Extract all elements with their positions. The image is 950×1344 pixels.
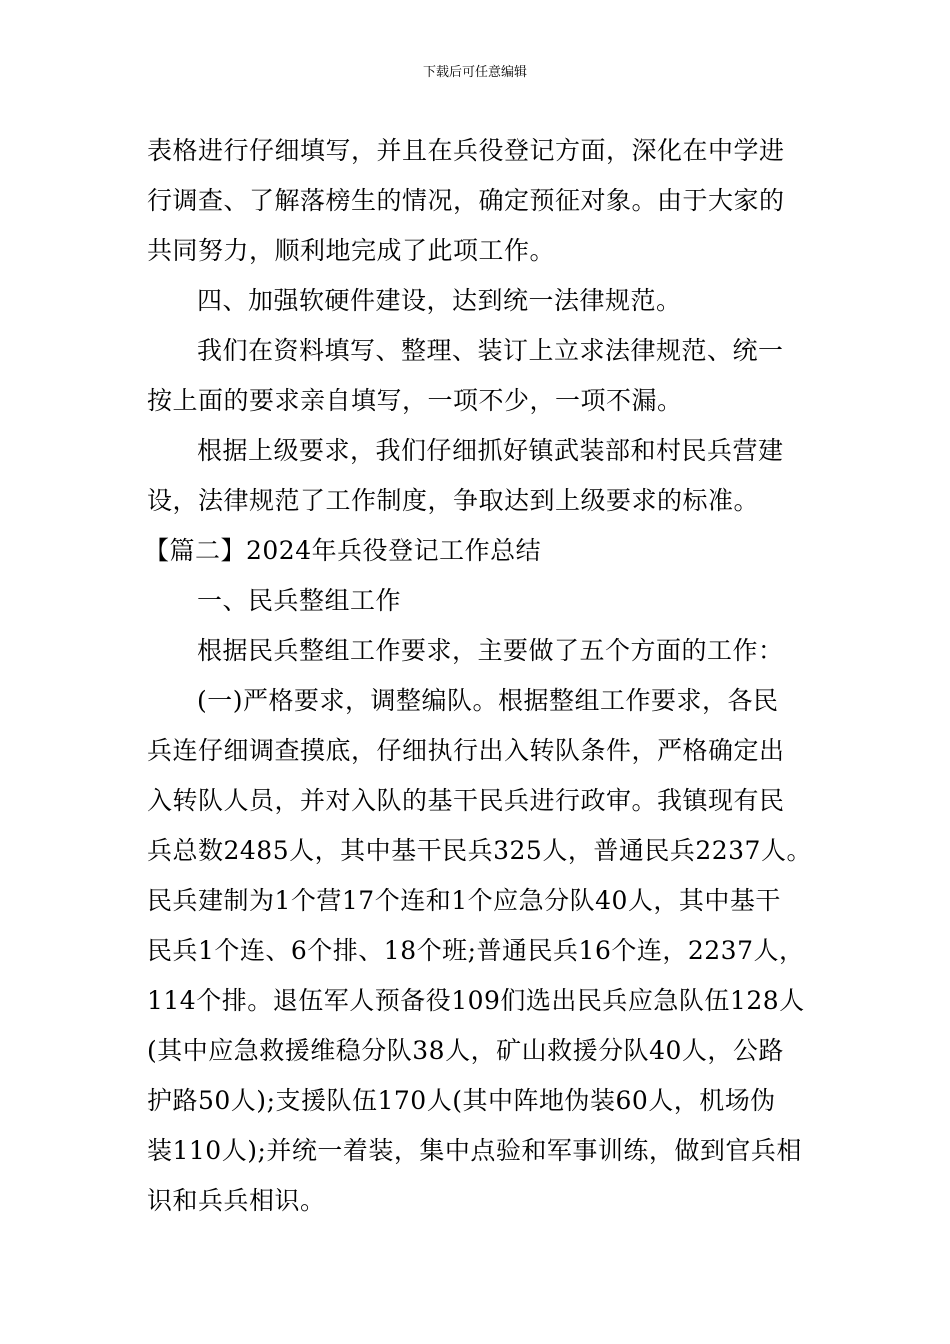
text-line: 兵连仔细调查摸底，仔细执行出入转队条件，严格确定出 — [147, 736, 785, 765]
text-line: 入转队人员，并对入队的基干民兵进行政审。我镇现有民 — [147, 786, 785, 815]
section-heading: 一、民兵整组工作 — [197, 586, 402, 615]
text-line: (其中应急救援维稳分队38人，矿山救援分队40人，公路 — [147, 1036, 784, 1065]
paragraph-start: 根据民兵整组工作要求，主要做了五个方面的工作： — [197, 636, 784, 665]
text-line: 装110人);并统一着装，集中点验和军事训练，做到官兵相 — [147, 1136, 802, 1165]
paragraph-start: (一)严格要求，调整编队。根据整组工作要求，各民 — [197, 686, 779, 715]
text-line: 民兵1个连、6个排、18个班;普通民兵16个连，2237人， — [147, 936, 805, 965]
text-line: 表格进行仔细填写，并且在兵役登记方面，深化在中学进 — [147, 136, 785, 165]
text-line: 设，法律规范了工作制度，争取达到上级要求的标准。 — [147, 486, 760, 515]
section-heading: 四、加强软硬件建设，达到统一法律规范。 — [197, 286, 682, 315]
text-line: 114个排。退伍军人预备役109们选出民兵应急队伍128人 — [147, 986, 805, 1015]
text-line: 行调查、了解落榜生的情况，确定预征对象。由于大家的 — [147, 186, 785, 215]
page-header: 下载后可任意编辑 — [422, 65, 527, 80]
text-line: 识和兵兵相识。 — [147, 1186, 326, 1215]
text-line: 按上面的要求亲自填写，一项不少，一项不漏。 — [147, 386, 683, 415]
text-line: 护路50人);支援队伍170人(其中阵地伪装60人，机场伪 — [147, 1086, 776, 1115]
text-line: 民兵建制为1个营17个连和1个应急分队40人，其中基干 — [147, 886, 781, 915]
text-line: 兵总数2485人，其中基干民兵325人，普通民兵2237人。 — [147, 836, 812, 865]
paragraph-start: 根据上级要求，我们仔细抓好镇武装部和村民兵营建 — [197, 436, 784, 465]
paragraph-start: 我们在资料填写、整理、装订上立求法律规范、统一 — [197, 336, 784, 365]
document-body — [144, 126, 827, 1226]
article-title: 【篇二】2024年兵役登记工作总结 — [144, 536, 542, 565]
text-line: 共同努力，顺利地完成了此项工作。 — [147, 236, 556, 265]
